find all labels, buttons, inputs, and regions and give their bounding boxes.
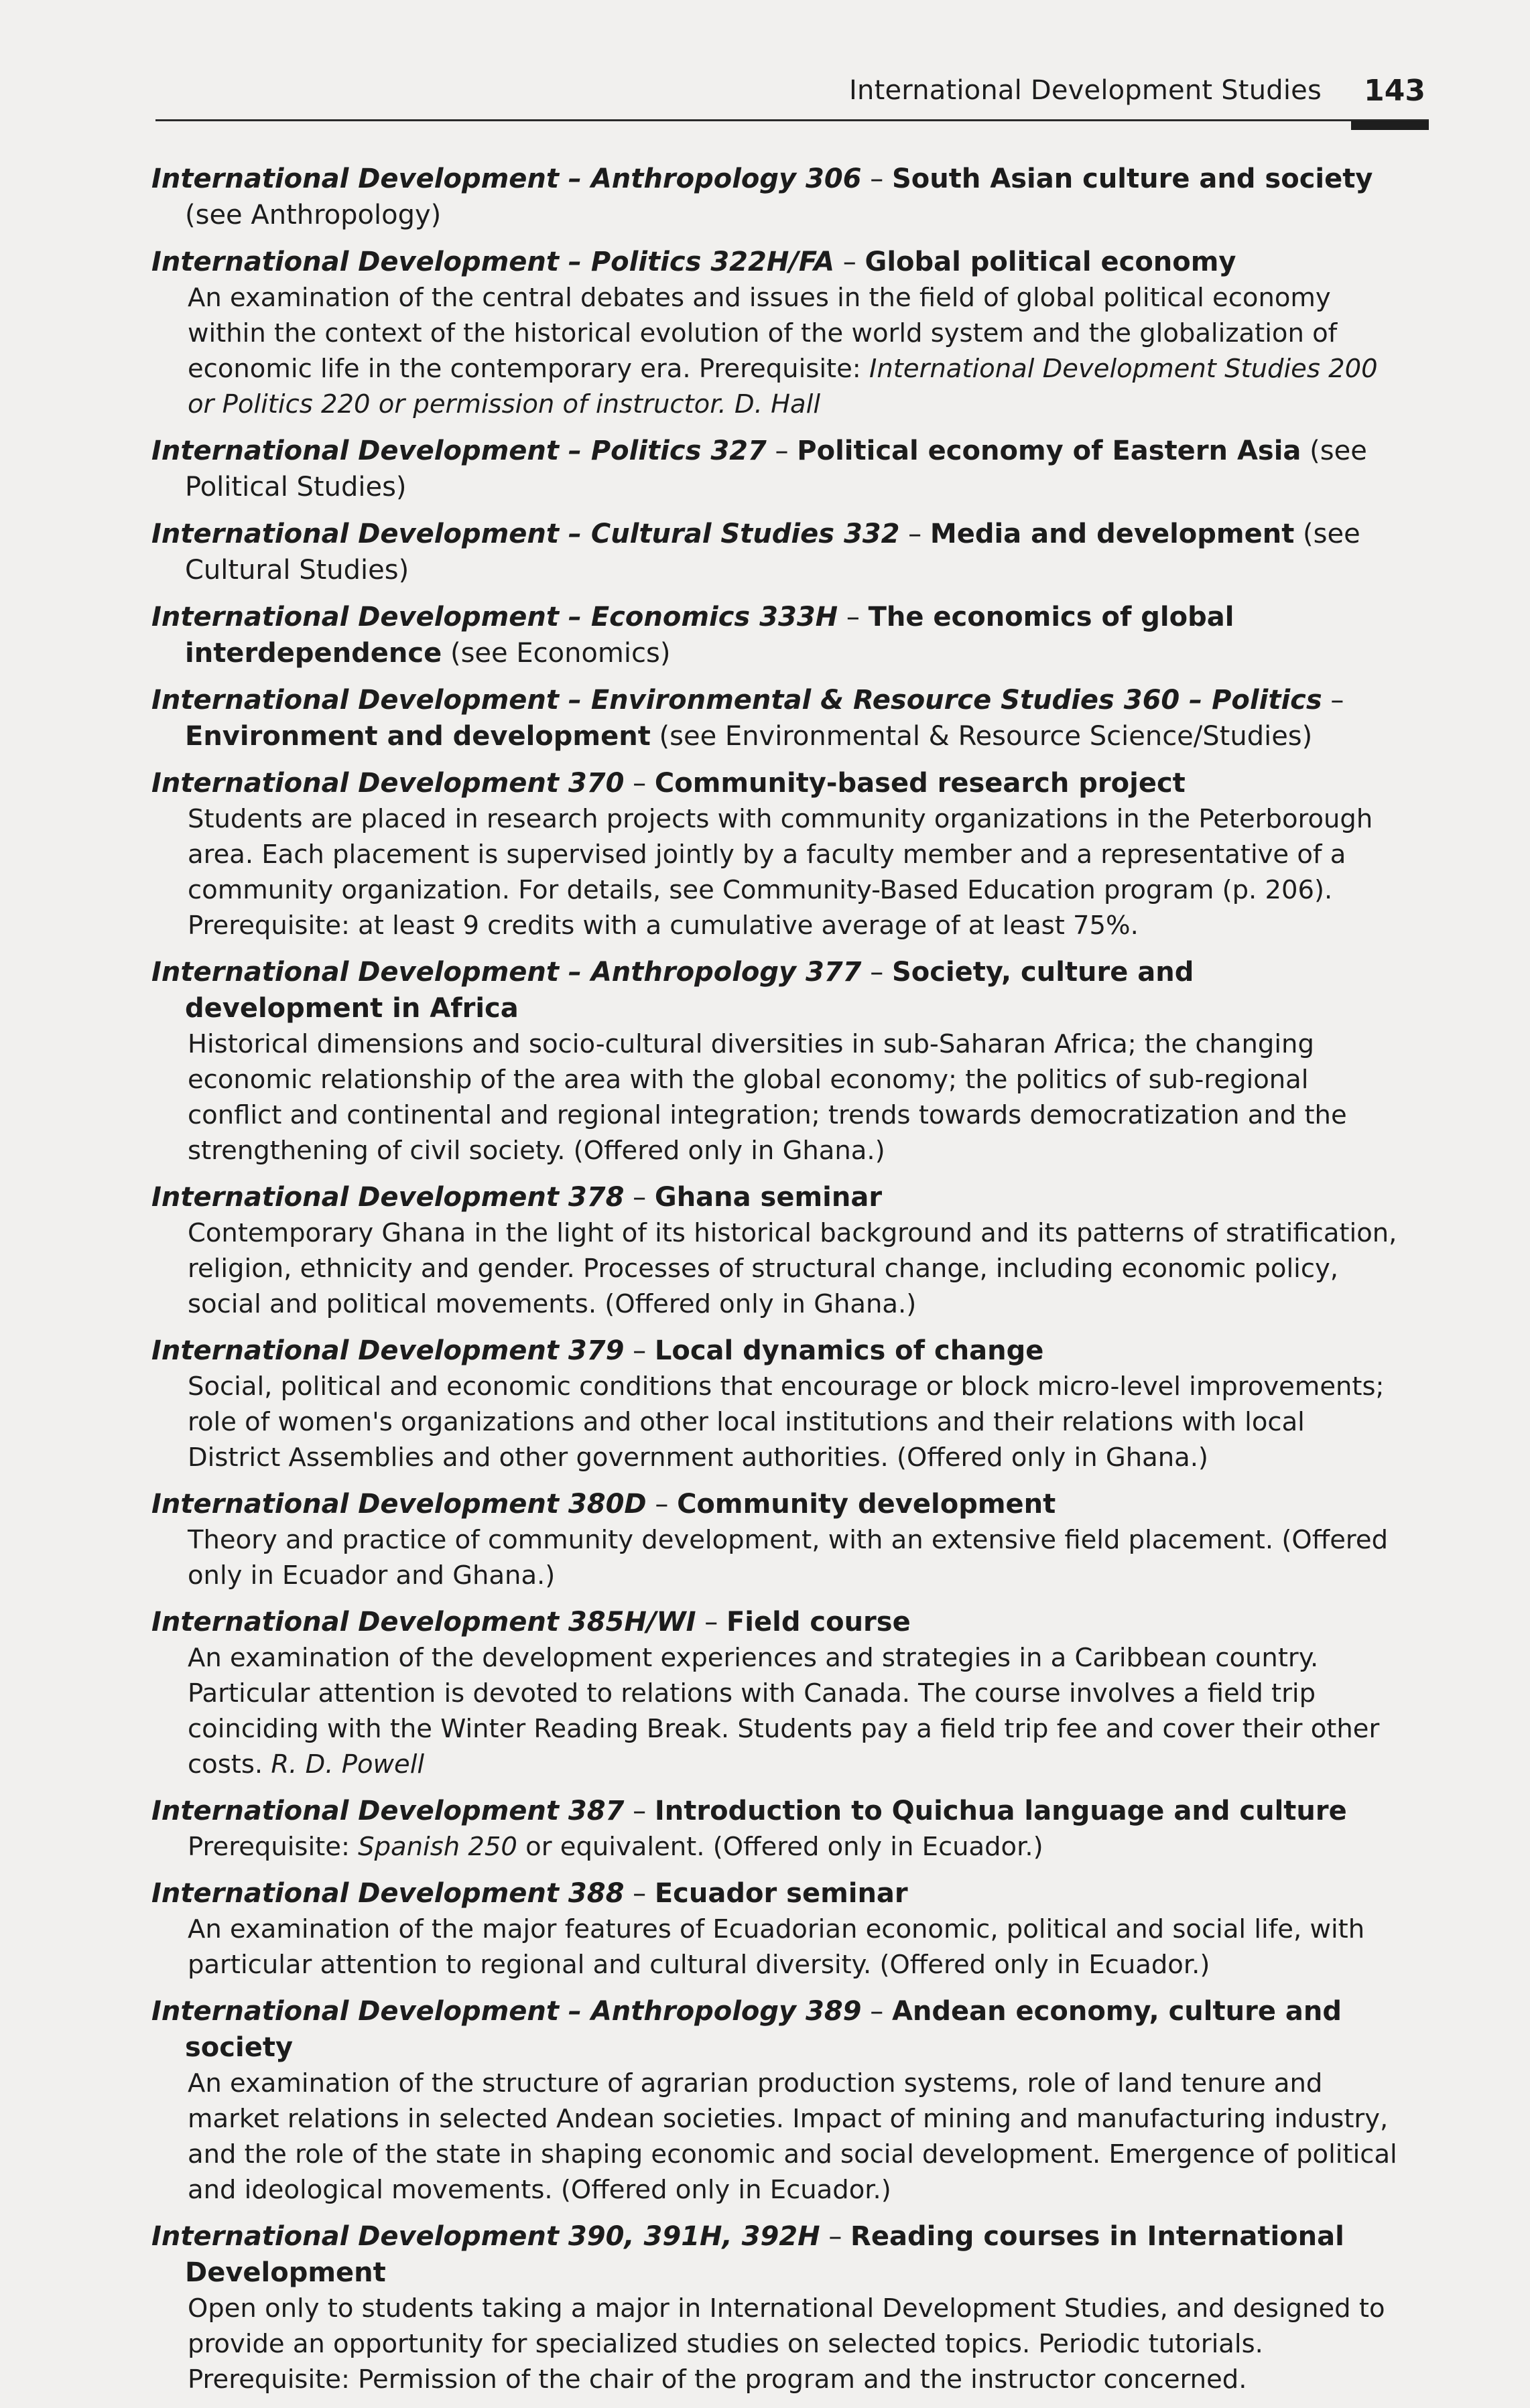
course-name: Community development (677, 1489, 1056, 1520)
course-name: Ghana seminar (654, 1182, 883, 1213)
course-entry (151, 433, 1398, 505)
course-code: International Development 388 (151, 1878, 625, 1909)
course-description: An examination of the structure of agrarian production systems, role of land tenure and market relations in selected Andean societies. Impact of mining and manufacturing industry, and the role of the state in shaping economic and social development. Emergence of political and ideological movements. (Offered only in Ecuador.) (188, 2068, 1397, 2205)
running-header (155, 67, 1429, 122)
course-list (151, 161, 1398, 2408)
course-entry (151, 682, 1398, 754)
course-code: International Development 380D (151, 1489, 647, 1520)
course-heading: International Development 390, 391H, 392H – Reading courses in International Development (151, 2221, 1344, 2288)
course-description: Historical dimensions and socio-cultural diversities in sub-Saharan Africa; the changing economic relationship of the area with the global economy; the politics of sub-regional conflict and continental and regional integration; trends towards democratization and the strengthening of civil society. (Offered only in Ghana.) (188, 1029, 1347, 1166)
course-entry (151, 1875, 1398, 1983)
course-description: Social, political and economic conditions that encourage or block micro-level improvements; role of women's organizations and other local institutions and their relations with local District Assemblies and other government authorities. (Offered only in Ghana.) (188, 1372, 1385, 1473)
course-description: An examination of the central debates and issues in the field of global political economy within the context of the historical evolution of the world system and the globalization of economic life in the contemporary era. Prerequisite: International Development Studies 200 or Politics 220 or permission of instructor. D. Hall (188, 283, 1378, 419)
see-reference: (see Anthropology) (185, 200, 442, 230)
course-code: International Development – Economics 333H (151, 602, 838, 632)
course-name: Environment and development (185, 721, 651, 752)
course-code: International Development – Environmental & Resource Studies 360 – Politics (151, 685, 1322, 716)
course-entry (151, 1333, 1398, 1475)
course-description: An examination of the major features of Ecuadorian economic, political and social life, with particular attention to regional and cultural diversity. (Offered only in Ecuador.) (188, 1914, 1365, 1980)
course-description: Students are placed in research projects with community organizations in the Peterborough area. Each placement is supervised jointly by a faculty member and a representative of a community organization. For details, see Community-Based Education program (p. 206). Prerequisite: at least 9 credits with a cumulative average of at least 75%. (188, 804, 1373, 941)
see-reference: (see Cultural Studies) (185, 519, 1360, 586)
header-rule (155, 119, 1429, 121)
course-code: International Development – Anthropology 377 (151, 957, 862, 988)
course-heading: International Development 387 – Introduction to Quichua language and culture (151, 1796, 1347, 1826)
course-heading: International Development – Anthropology 389 – Andean economy, culture and society (151, 1996, 1342, 2063)
course-heading: International Development 385H/WI – Field course (151, 1607, 911, 1637)
course-entry (151, 954, 1398, 1168)
course-heading: International Development 370 – Community-based research project (151, 768, 1186, 799)
course-name: Political economy of Eastern Asia (797, 436, 1301, 466)
course-entry (151, 599, 1398, 671)
course-description: Prerequisite: Spanish 250 or equivalent. (Offered only in Ecuador.) (188, 1832, 1043, 1862)
course-name: Field course (726, 1607, 911, 1637)
course-code: International Development – Anthropology 389 (151, 1996, 862, 2027)
course-code: International Development 370 (151, 768, 625, 799)
course-entry (151, 161, 1398, 233)
see-reference: (see Economics) (442, 638, 671, 669)
course-heading: International Development 388 – Ecuador seminar (151, 1878, 908, 1909)
course-code: International Development 387 (151, 1796, 625, 1826)
course-description: An examination of the development experiences and strategies in a Caribbean country. Particular attention is devoted to relations with Canada. The course involves a field trip coinciding with the Winter Reading Break. Students pay a field trip fee and cover their other costs. R. D. Powell (188, 1643, 1380, 1780)
course-name: Media and development (930, 519, 1295, 549)
course-entry (151, 244, 1398, 422)
course-code: International Development 385H/WI (151, 1607, 696, 1637)
course-name: South Asian culture and society (891, 163, 1373, 194)
course-name: Ecuador seminar (654, 1878, 908, 1909)
course-entry (151, 1604, 1398, 1782)
course-heading: International Development 379 – Local dynamics of change (151, 1335, 1044, 1366)
course-name: Community-based research project (654, 768, 1186, 799)
course-entry (151, 1179, 1398, 1322)
course-description: Contemporary Ghana in the light of its historical background and its patterns of stratification, religion, ethnicity and gender. Processes of structural change, including economic policy, social and political movements. (Offered only in Ghana.) (188, 1218, 1397, 1319)
course-heading: International Development 380D – Community development (151, 1489, 1056, 1520)
course-entry (151, 1486, 1398, 1593)
course-name: Introduction to Quichua language and culture (654, 1796, 1347, 1826)
instructor-name: R. D. Powell (271, 1749, 425, 1780)
course-code: International Development 378 (151, 1182, 625, 1213)
course-heading: International Development – Cultural Studies 332 – Media and development (see Cultural Studies) (151, 519, 1360, 586)
course-entry (151, 1993, 1398, 2208)
see-reference: (see Political Studies) (185, 436, 1367, 503)
course-code: International Development 379 (151, 1335, 625, 1366)
course-name: Society, culture and development in Africa (185, 957, 1194, 1024)
course-heading: International Development – Environmental & Resource Studies 360 – Politics – Environment and development (see Environmental & Resource Science/Studies) (151, 685, 1344, 752)
course-heading: International Development – Anthropology 306 – South Asian culture and society (see Anthropology) (151, 163, 1373, 230)
course-entry (151, 765, 1398, 943)
course-heading: International Development – Anthropology 377 – Society, culture and development in Africa (151, 957, 1194, 1024)
header-title: International Development Studies (849, 75, 1322, 106)
course-heading: International Development – Politics 322H/FA – Global political economy (151, 247, 1236, 277)
page-number: 143 (1364, 74, 1425, 108)
course-name: Global political economy (865, 247, 1236, 277)
header-tab-marker (1351, 121, 1429, 130)
course-entry (151, 2218, 1398, 2397)
course-name: The economics of global interdependence (185, 602, 1234, 669)
course-code: International Development 390, 391H, 392H (151, 2221, 820, 2252)
course-code: International Development – Politics 322H/FA (151, 247, 835, 277)
course-heading: International Development 378 – Ghana seminar (151, 1182, 883, 1213)
course-description: Open only to students taking a major in International Development Studies, and designed to provide an opportunity for specialized studies on selected topics. Periodic tutorials. Prerequisite: Permission of the chair of the program and the instructor concerned. (188, 2293, 1385, 2395)
course-entry (151, 516, 1398, 588)
course-name: Andean economy, culture and society (185, 1996, 1342, 2063)
course-code: International Development – Politics 327 (151, 436, 767, 466)
course-name: Reading courses in International Development (185, 2221, 1344, 2288)
course-name: Local dynamics of change (654, 1335, 1044, 1366)
course-code: International Development – Anthropology 306 (151, 163, 862, 194)
see-reference: (see Environmental & Resource Science/Studies) (650, 721, 1313, 752)
course-entry (151, 1793, 1398, 1865)
course-heading: International Development – Economics 333H – The economics of global interdependence (see Economics) (151, 602, 1234, 669)
course-description: Theory and practice of community development, with an extensive field placement. (Offered only in Ecuador and Ghana.) (188, 1525, 1389, 1591)
course-heading: International Development – Politics 327 – Political economy of Eastern Asia (see Political Studies) (151, 436, 1367, 503)
course-code: International Development – Cultural Studies 332 (151, 519, 900, 549)
